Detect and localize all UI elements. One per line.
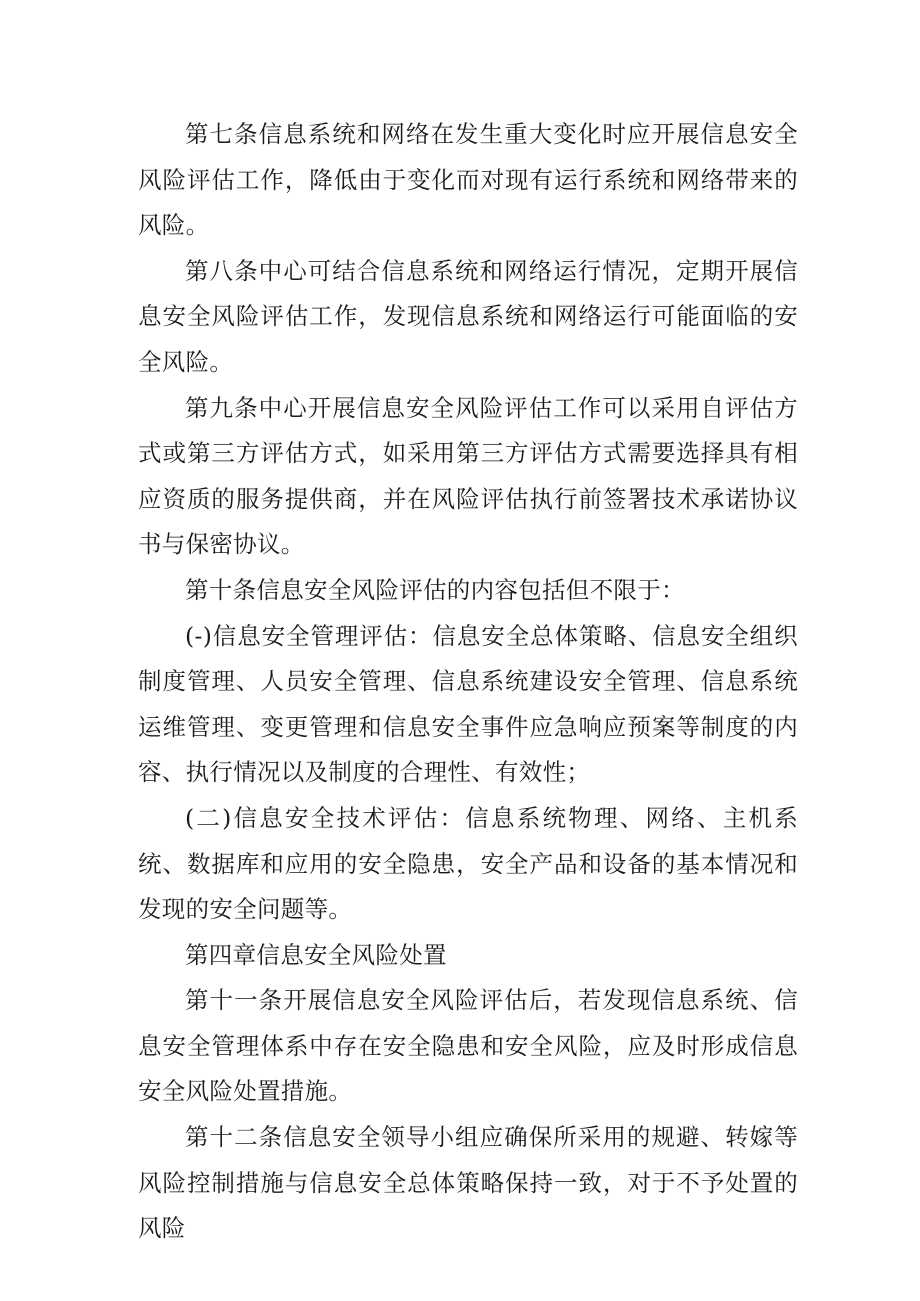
paragraph-article-8: 第八条中心可结合信息系统和网络运行情况，定期开展信息安全风险评估工作，发现信息系统和网络运行可能面临的安全风险。 [138,256,798,376]
paragraph-article-10: 第十条信息安全风险评估的内容包括但不限于： [185,575,685,604]
paragraph-item-1: (-)信息安全管理评估：信息安全总体策略、信息安全组织制度管理、人员安全管理、信息系统建设安全管理、信息系统运维管理、变更管理和信息安全事件应急响应预案等制度的内容、执行情况以及制度的合理性、有效性； [138,621,798,787]
paragraph-article-11: 第十一条开展信息安全风险评估后，若发现信息系统、信息安全管理体系中存在安全隐患和安全风险，应及时形成信息安全风险处置措施。 [138,986,798,1106]
document-page [138,112,798,1252]
paragraph-article-9: 第九条中心开展信息安全风险评估工作可以采用自评估方式或第三方评估方式，如采用第三方评估方式需要选择具有相应资质的服务提供商，并在风险评估执行前签署技术承诺协议书与保密协议。 [138,393,798,559]
paragraph-article-7: 第七条信息系统和网络在发生重大变化时应开展信息安全风险评估工作，降低由于变化而对现有运行系统和网络带来的风险。 [138,120,798,240]
paragraph-item-2: (二)信息安全技术评估：信息系统物理、网络、主机系统、数据库和应用的安全隐患，安全产品和设备的基本情况和发现的安全问题等。 [138,803,798,924]
chapter-heading: 第四章信息安全风险处置 [185,940,447,969]
paragraph-article-12: 第十二条信息安全领导小组应确保所采用的规避、转嫁等风险控制措施与信息安全总体策略保持一致，对于不予处置的风险 [138,1123,798,1243]
